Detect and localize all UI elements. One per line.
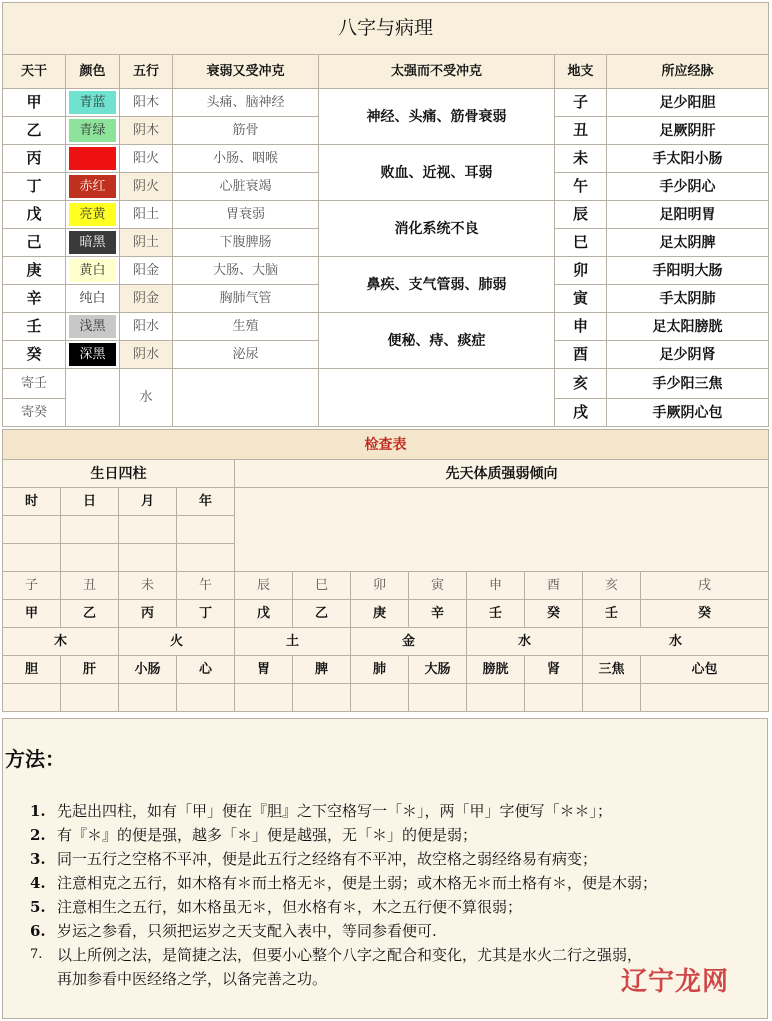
mark-input-cell[interactable] xyxy=(409,684,467,712)
pillar-input-cell[interactable] xyxy=(61,516,119,544)
organ-label-cell: 心 xyxy=(177,656,235,684)
color-swatch: 暗黑 xyxy=(69,231,116,254)
mark-input-cell[interactable] xyxy=(641,684,769,712)
table-row xyxy=(3,201,769,229)
table-row xyxy=(3,313,769,341)
meridian-cell: 足厥阴肝 xyxy=(607,117,769,145)
mark-input-cell[interactable] xyxy=(467,684,525,712)
method-item-text: 先起出四柱，如有「甲」便在『胆』之下空格写一「＊」，两「甲」字便写「＊＊」； xyxy=(57,802,613,820)
stem-label-cell: 丙 xyxy=(119,600,177,628)
weak-symptom-cell: 心脏衰竭 xyxy=(173,173,319,201)
meridian-cell: 手厥阴心包 xyxy=(607,399,769,427)
stem-cell: 丙 xyxy=(3,145,66,173)
weak-symptom-cell: 胸肺气管 xyxy=(173,285,319,313)
color-swatch: 赤红 xyxy=(69,175,116,198)
branch-label-cell: 亥 xyxy=(583,572,641,600)
header-cell: 天干 xyxy=(3,55,66,89)
meridian-cell: 手太阴肺 xyxy=(607,285,769,313)
branch-cell: 丑 xyxy=(555,117,607,145)
branch-cell: 辰 xyxy=(555,201,607,229)
stem-label-cell: 戊 xyxy=(235,600,293,628)
pillar-hour: 时 xyxy=(3,488,61,516)
check-table-title: 检查表 xyxy=(3,430,769,460)
tendency-label: 先天体质强弱倾向 xyxy=(235,460,769,488)
stem-label-cell: 壬 xyxy=(583,600,641,628)
color-cell xyxy=(66,173,120,201)
branch-cell: 子 xyxy=(555,89,607,117)
element-cell: 阴木 xyxy=(120,117,173,145)
method-item xyxy=(30,847,770,871)
method-item-number: 7. xyxy=(30,947,43,962)
element-label-cell: 木 xyxy=(3,628,119,656)
element-cell: 阳火 xyxy=(120,145,173,173)
stem-cell: 癸 xyxy=(3,341,66,369)
meridian-cell: 手阳明大肠 xyxy=(607,257,769,285)
stem-label-cell: 丁 xyxy=(177,600,235,628)
weak-symptom-cell-empty xyxy=(173,369,319,427)
pillar-day: 日 xyxy=(61,488,119,516)
pillar-input-cell[interactable] xyxy=(61,544,119,572)
method-item xyxy=(30,919,770,943)
header-cell: 颜色 xyxy=(66,55,120,89)
element-label-cell: 金 xyxy=(351,628,467,656)
color-cell-empty xyxy=(66,369,120,427)
mark-row xyxy=(3,684,769,712)
color-swatch: 青绿 xyxy=(69,119,116,142)
table-row xyxy=(3,89,769,117)
page-title: 八字与病理 xyxy=(3,3,769,55)
stem-cell: 戊 xyxy=(3,201,66,229)
branch-label-cell: 申 xyxy=(467,572,525,600)
pillar-input-cell[interactable] xyxy=(177,544,235,572)
color-cell xyxy=(66,145,120,173)
element-label-cell: 土 xyxy=(235,628,351,656)
organ-label-cell: 膀胱 xyxy=(467,656,525,684)
stem-cell: 寄壬 xyxy=(3,369,66,399)
branch-label-cell: 辰 xyxy=(235,572,293,600)
strong-symptom-cell: 便秘、痔、痰症 xyxy=(319,313,555,369)
branch-label-cell: 卯 xyxy=(351,572,409,600)
element-cell: 阳木 xyxy=(120,89,173,117)
organ-label-cell: 脾 xyxy=(293,656,351,684)
element-label-cell: 水 xyxy=(583,628,769,656)
element-cell: 阴水 xyxy=(120,341,173,369)
strong-symptom-cell: 鼻疾、支气管弱、肺弱 xyxy=(319,257,555,313)
color-swatch xyxy=(69,147,116,170)
weak-symptom-cell: 大肠、大脑 xyxy=(173,257,319,285)
header-row xyxy=(3,55,769,89)
element-row xyxy=(3,628,769,656)
header-cell: 地支 xyxy=(555,55,607,89)
method-item-text: 注意相克之五行，如木格有＊而土格无＊，便是土弱；或木格无＊而土格有＊，便是木弱； xyxy=(57,874,658,892)
branch-cell: 巳 xyxy=(555,229,607,257)
watermark-logo: 辽宁龙网 xyxy=(620,967,729,997)
stem-row xyxy=(3,600,769,628)
table-row xyxy=(3,145,769,173)
method-section xyxy=(2,718,768,1019)
table-row xyxy=(3,369,769,399)
branch-cell: 卯 xyxy=(555,257,607,285)
method-item-number: 1. xyxy=(30,802,46,820)
strong-symptom-cell: 消化系统不良 xyxy=(319,201,555,257)
organ-label-cell: 大肠 xyxy=(409,656,467,684)
meridian-cell: 足太阳膀胱 xyxy=(607,313,769,341)
meridian-cell: 足阳明胃 xyxy=(607,201,769,229)
branch-cell: 酉 xyxy=(555,341,607,369)
color-cell xyxy=(66,313,120,341)
table-row xyxy=(3,257,769,285)
bazi-pathology-table xyxy=(2,2,769,427)
method-item xyxy=(30,799,770,823)
mark-input-cell[interactable] xyxy=(3,684,61,712)
weak-symptom-cell: 小肠、咽喉 xyxy=(173,145,319,173)
method-title: 方法： xyxy=(5,747,65,771)
stem-label-cell: 乙 xyxy=(293,600,351,628)
color-cell xyxy=(66,201,120,229)
header-cell: 所应经脉 xyxy=(607,55,769,89)
meridian-cell: 足太阴脾 xyxy=(607,229,769,257)
mark-input-cell[interactable] xyxy=(583,684,641,712)
check-table xyxy=(2,429,769,712)
element-label-cell: 火 xyxy=(119,628,235,656)
method-item xyxy=(30,823,770,847)
pillar-input-cell[interactable] xyxy=(3,544,61,572)
strong-symptom-cell: 败血、近视、耳弱 xyxy=(319,145,555,201)
color-swatch: 青蓝 xyxy=(69,91,116,114)
organ-label-cell: 肾 xyxy=(525,656,583,684)
organ-label-cell: 小肠 xyxy=(119,656,177,684)
mark-input-cell[interactable] xyxy=(119,684,177,712)
organ-label-cell: 肝 xyxy=(61,656,119,684)
method-item-text: 以上所例之法，是简捷之法，但要小心整个八字之配合和变化，尤其是水火二行之强弱， xyxy=(57,946,643,964)
method-item xyxy=(30,895,770,919)
mark-input-cell[interactable] xyxy=(177,684,235,712)
branch-label-cell: 酉 xyxy=(525,572,583,600)
stem-cell: 己 xyxy=(3,229,66,257)
branch-cell: 寅 xyxy=(555,285,607,313)
method-item-text: 注意相生之五行，如木格虽无＊，但水格有＊，木之五行便不算很弱； xyxy=(57,898,523,916)
element-cell: 阴土 xyxy=(120,229,173,257)
stem-cell: 甲 xyxy=(3,89,66,117)
stem-cell: 庚 xyxy=(3,257,66,285)
method-item-number: 3. xyxy=(30,850,46,868)
weak-symptom-cell: 泌尿 xyxy=(173,341,319,369)
color-swatch: 深黑 xyxy=(69,343,116,366)
pillar-month: 月 xyxy=(119,488,177,516)
stem-cell: 丁 xyxy=(3,173,66,201)
color-cell xyxy=(66,341,120,369)
organ-label-cell: 三焦 xyxy=(583,656,641,684)
sheet xyxy=(2,2,768,712)
branch-row xyxy=(3,572,769,600)
branch-cell: 戌 xyxy=(555,399,607,427)
organ-label-cell: 胃 xyxy=(235,656,293,684)
meridian-cell: 手少阳三焦 xyxy=(607,369,769,399)
header-cell: 太强而不受冲克 xyxy=(319,55,555,89)
organ-label-cell: 心包 xyxy=(641,656,769,684)
mark-input-cell[interactable] xyxy=(525,684,583,712)
branch-label-cell: 寅 xyxy=(409,572,467,600)
method-item xyxy=(30,871,770,895)
element-cell: 阳水 xyxy=(120,313,173,341)
weak-symptom-cell: 头痛、脑神经 xyxy=(173,89,319,117)
stem-label-cell: 乙 xyxy=(61,600,119,628)
branch-label-cell: 午 xyxy=(177,572,235,600)
birth-pillars-label: 生日四柱 xyxy=(3,460,235,488)
branch-cell: 申 xyxy=(555,313,607,341)
method-item-number: 6. xyxy=(30,922,46,940)
method-item-number: 4. xyxy=(30,874,46,892)
pillar-input-cell[interactable] xyxy=(119,544,177,572)
color-cell xyxy=(66,229,120,257)
weak-symptom-cell: 下腹脾肠 xyxy=(173,229,319,257)
branch-label-cell: 巳 xyxy=(293,572,351,600)
element-cell: 水 xyxy=(120,369,173,427)
branch-label-cell: 未 xyxy=(119,572,177,600)
stem-cell: 辛 xyxy=(3,285,66,313)
mark-input-cell[interactable] xyxy=(235,684,293,712)
stem-cell: 寄癸 xyxy=(3,399,66,427)
pillar-input-cell[interactable] xyxy=(3,516,61,544)
color-swatch: 纯白 xyxy=(69,287,116,310)
branch-label-cell: 戌 xyxy=(641,572,769,600)
method-item-text: 再加参看中医经络之学，以备完善之功。 xyxy=(57,970,328,988)
strong-symptom-cell: 神经、头痛、筋骨衰弱 xyxy=(319,89,555,145)
stem-label-cell: 甲 xyxy=(3,600,61,628)
tendency-blank xyxy=(235,488,769,572)
meridian-cell: 足少阴肾 xyxy=(607,341,769,369)
element-label-cell: 水 xyxy=(467,628,583,656)
stem-label-cell: 辛 xyxy=(409,600,467,628)
meridian-cell: 足少阳胆 xyxy=(607,89,769,117)
method-item-text: 岁运之参看，只须把运岁之天支配入表中，等同参看便可. xyxy=(57,922,437,940)
strong-symptom-cell-empty xyxy=(319,369,555,427)
method-item-number: 5. xyxy=(30,898,46,916)
color-swatch: 浅黑 xyxy=(69,315,116,338)
color-cell xyxy=(66,285,120,313)
method-item-text: 有『＊』的便是强，越多「＊」便是越强，无「＊」的便是弱； xyxy=(57,826,478,844)
branch-label-cell: 子 xyxy=(3,572,61,600)
mark-input-cell[interactable] xyxy=(351,684,409,712)
element-cell: 阳土 xyxy=(120,201,173,229)
pillar-input-cell[interactable] xyxy=(177,516,235,544)
color-cell xyxy=(66,117,120,145)
element-cell: 阴金 xyxy=(120,285,173,313)
weak-symptom-cell: 胃衰弱 xyxy=(173,201,319,229)
color-swatch: 黄白 xyxy=(69,259,116,282)
color-swatch: 亮黄 xyxy=(69,203,116,226)
mark-input-cell[interactable] xyxy=(293,684,351,712)
organ-label-cell: 胆 xyxy=(3,656,61,684)
method-item-text: 同一五行之空格不平冲，便是此五行之经络有不平冲，故空格之弱经络易有病变； xyxy=(57,850,598,868)
meridian-cell: 手少阴心 xyxy=(607,173,769,201)
color-cell xyxy=(66,89,120,117)
color-cell xyxy=(66,257,120,285)
main-table-body xyxy=(3,89,769,427)
header-cell: 衰弱又受冲克 xyxy=(173,55,319,89)
branch-cell: 亥 xyxy=(555,369,607,399)
stem-label-cell: 癸 xyxy=(641,600,769,628)
pillar-input-cell[interactable] xyxy=(119,516,177,544)
stem-label-cell: 庚 xyxy=(351,600,409,628)
stem-cell: 壬 xyxy=(3,313,66,341)
method-item-number: 2. xyxy=(30,826,46,844)
weak-symptom-cell: 生殖 xyxy=(173,313,319,341)
stem-label-cell: 壬 xyxy=(467,600,525,628)
branch-cell: 未 xyxy=(555,145,607,173)
stem-cell: 乙 xyxy=(3,117,66,145)
meridian-cell: 手太阳小肠 xyxy=(607,145,769,173)
element-cell: 阴火 xyxy=(120,173,173,201)
branch-cell: 午 xyxy=(555,173,607,201)
mark-input-cell[interactable] xyxy=(61,684,119,712)
organ-row xyxy=(3,656,769,684)
stem-label-cell: 癸 xyxy=(525,600,583,628)
branch-label-cell: 丑 xyxy=(61,572,119,600)
organ-label-cell: 肺 xyxy=(351,656,409,684)
header-cell: 五行 xyxy=(120,55,173,89)
pillar-year: 年 xyxy=(177,488,235,516)
weak-symptom-cell: 筋骨 xyxy=(173,117,319,145)
element-cell: 阳金 xyxy=(120,257,173,285)
